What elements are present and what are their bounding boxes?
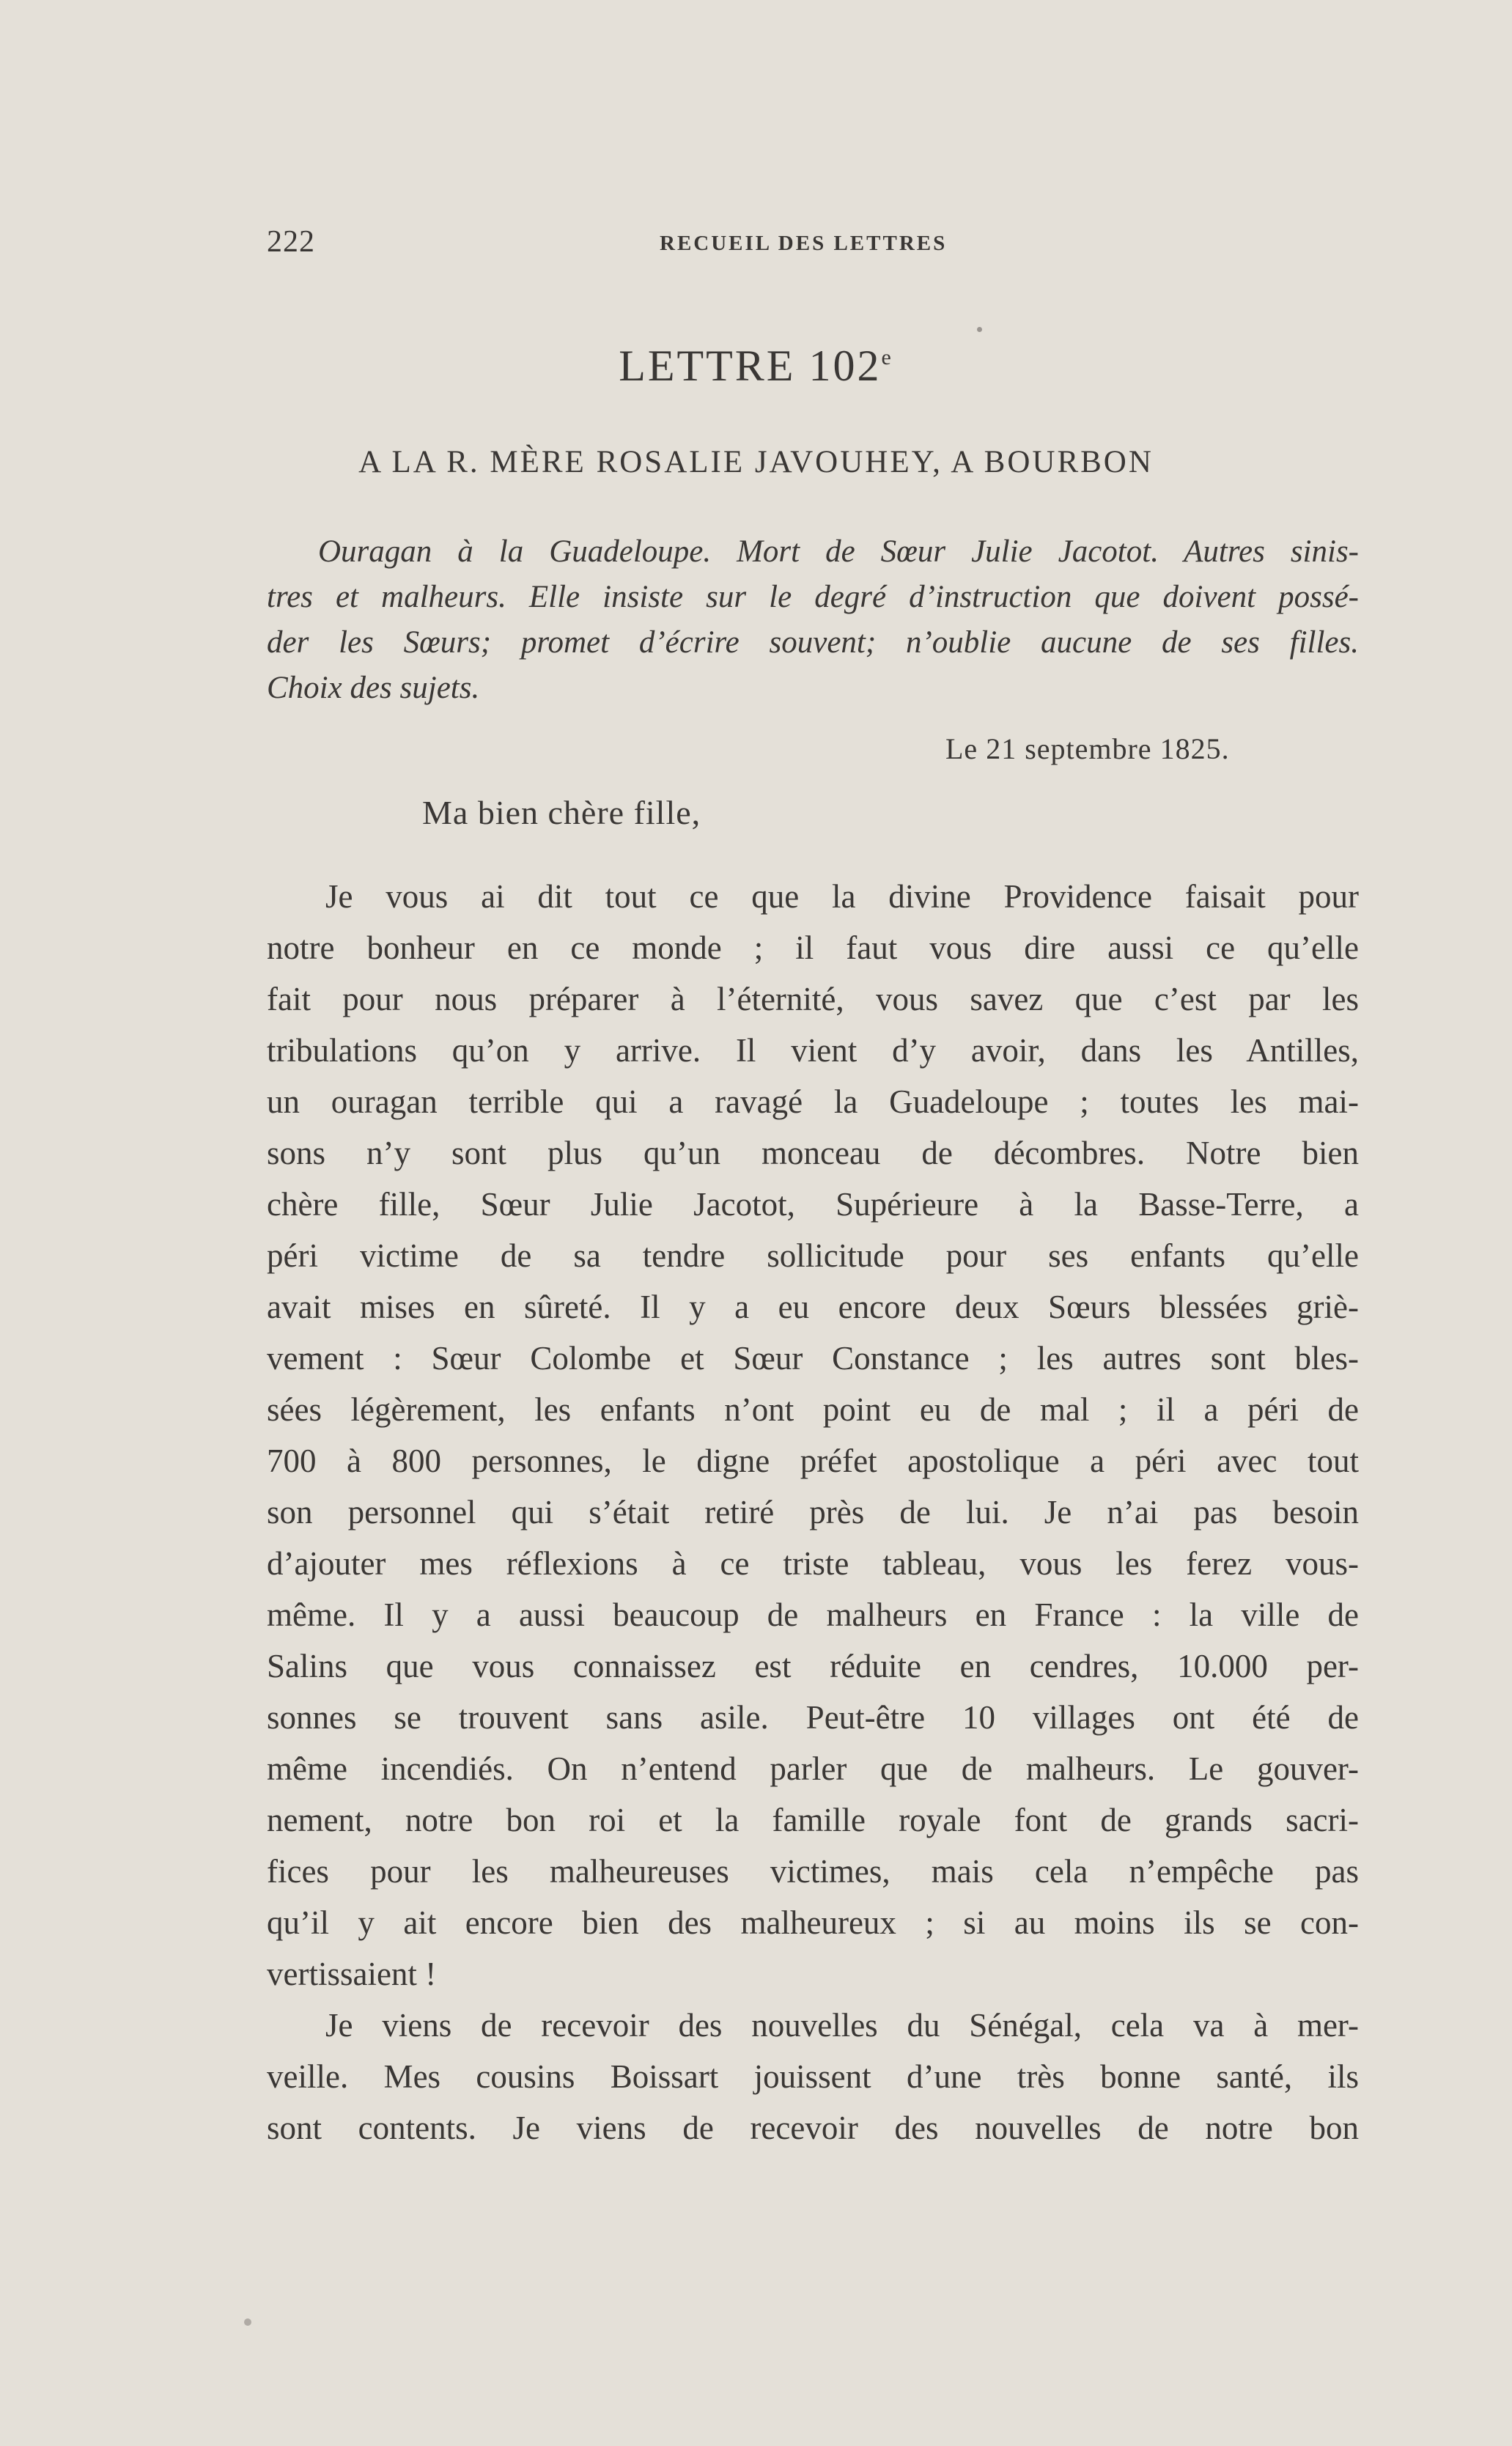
- letter-salutation: Ma bien chère fille,: [422, 794, 701, 831]
- body-line: sonnes se trouvent sans asile. Peut-être 10 villages ont été de: [267, 1699, 1359, 1736]
- summary-line: der les Sœurs; promet d’écrire souvent; n’oublie aucune de ses filles.: [267, 625, 1359, 660]
- body-line: Salins que vous connaissez est réduite en cendres, 10.000 per-: [267, 1648, 1359, 1684]
- body-line: fices pour les malheureuses victimes, mais cela n’empêche pas: [267, 1853, 1359, 1890]
- letter-title-text: LETTRE 102: [619, 342, 882, 390]
- body-line: sont contents. Je viens de recevoir des nouvelles de notre bon: [267, 2110, 1359, 2146]
- letter-summary: [267, 529, 1359, 711]
- body-line: péri victime de sa tendre sollicitude pour ses enfants qu’elle: [267, 1237, 1359, 1274]
- body-line: tribulations qu’on y arrive. Il vient d’y avoir, dans les Antilles,: [267, 1032, 1359, 1069]
- body-line: sées légèrement, les enfants n’ont point eu de mal ; il a péri de: [267, 1391, 1359, 1428]
- summary-line: Ouragan à la Guadeloupe. Mort de Sœur Julie Jacotot. Autres sinis-: [318, 534, 1359, 569]
- body-line: 700 à 800 personnes, le digne préfet apostolique a péri avec tout: [267, 1443, 1359, 1479]
- body-line: même. Il y a aussi beaucoup de malheurs en France : la ville de: [267, 1596, 1359, 1633]
- letter-addressee: A LA R. MÈRE ROSALIE JAVOUHEY, A BOURBON: [358, 445, 1154, 479]
- body-line: Je viens de recevoir des nouvelles du Sénégal, cela va à mer-: [325, 2007, 1359, 2044]
- letter-body: [267, 871, 1359, 2154]
- letter-title-superscript: e: [881, 345, 893, 369]
- body-line: même incendiés. On n’entend parler que de malheurs. Le gouver-: [267, 1750, 1359, 1787]
- body-line: vement : Sœur Colombe et Sœur Constance ; les autres sont bles-: [267, 1340, 1359, 1377]
- body-line: qu’il y ait encore bien des malheureux ; si au moins ils se con-: [267, 1904, 1359, 1941]
- body-line: d’ajouter mes réflexions à ce triste tableau, vous les ferez vous-: [267, 1545, 1359, 1582]
- body-line: notre bonheur en ce monde ; il faut vous dire aussi ce qu’elle: [267, 929, 1359, 966]
- body-line: nement, notre bon roi et la famille royale font de grands sacri-: [267, 1802, 1359, 1838]
- ink-speck: [977, 327, 982, 332]
- summary-line: tres et malheurs. Elle insiste sur le degré d’instruction que doivent possé-: [267, 580, 1359, 614]
- body-line: son personnel qui s’était retiré près de lui. Je n’ai pas besoin: [267, 1494, 1359, 1530]
- letter-date: Le 21 septembre 1825.: [945, 732, 1230, 765]
- body-line: fait pour nous préparer à l’éternité, vous savez que c’est par les: [267, 981, 1359, 1017]
- body-line: vertissaient !: [267, 1956, 437, 1992]
- running-title: RECUEIL DES LETTRES: [660, 232, 948, 255]
- ink-speck: [244, 2318, 251, 2326]
- summary-line: Choix des sujets.: [267, 671, 480, 705]
- body-line: veille. Mes cousins Boissart jouissent d’une très bonne santé, ils: [267, 2058, 1359, 2095]
- body-line: Je vous ai dit tout ce que la divine Providence faisait pour: [325, 878, 1359, 915]
- body-line: un ouragan terrible qui a ravagé la Guadeloupe ; toutes les mai-: [267, 1083, 1359, 1120]
- body-line: chère fille, Sœur Julie Jacotot, Supérieure à la Basse-Terre, a: [267, 1186, 1359, 1223]
- page-number: 222: [267, 225, 315, 259]
- body-line: sons n’y sont plus qu’un monceau de décombres. Notre bien: [267, 1135, 1359, 1171]
- letter-title: [0, 341, 1512, 391]
- body-line: avait mises en sûreté. Il y a eu encore deux Sœurs blessées griè-: [267, 1289, 1359, 1325]
- running-head: [267, 224, 1359, 268]
